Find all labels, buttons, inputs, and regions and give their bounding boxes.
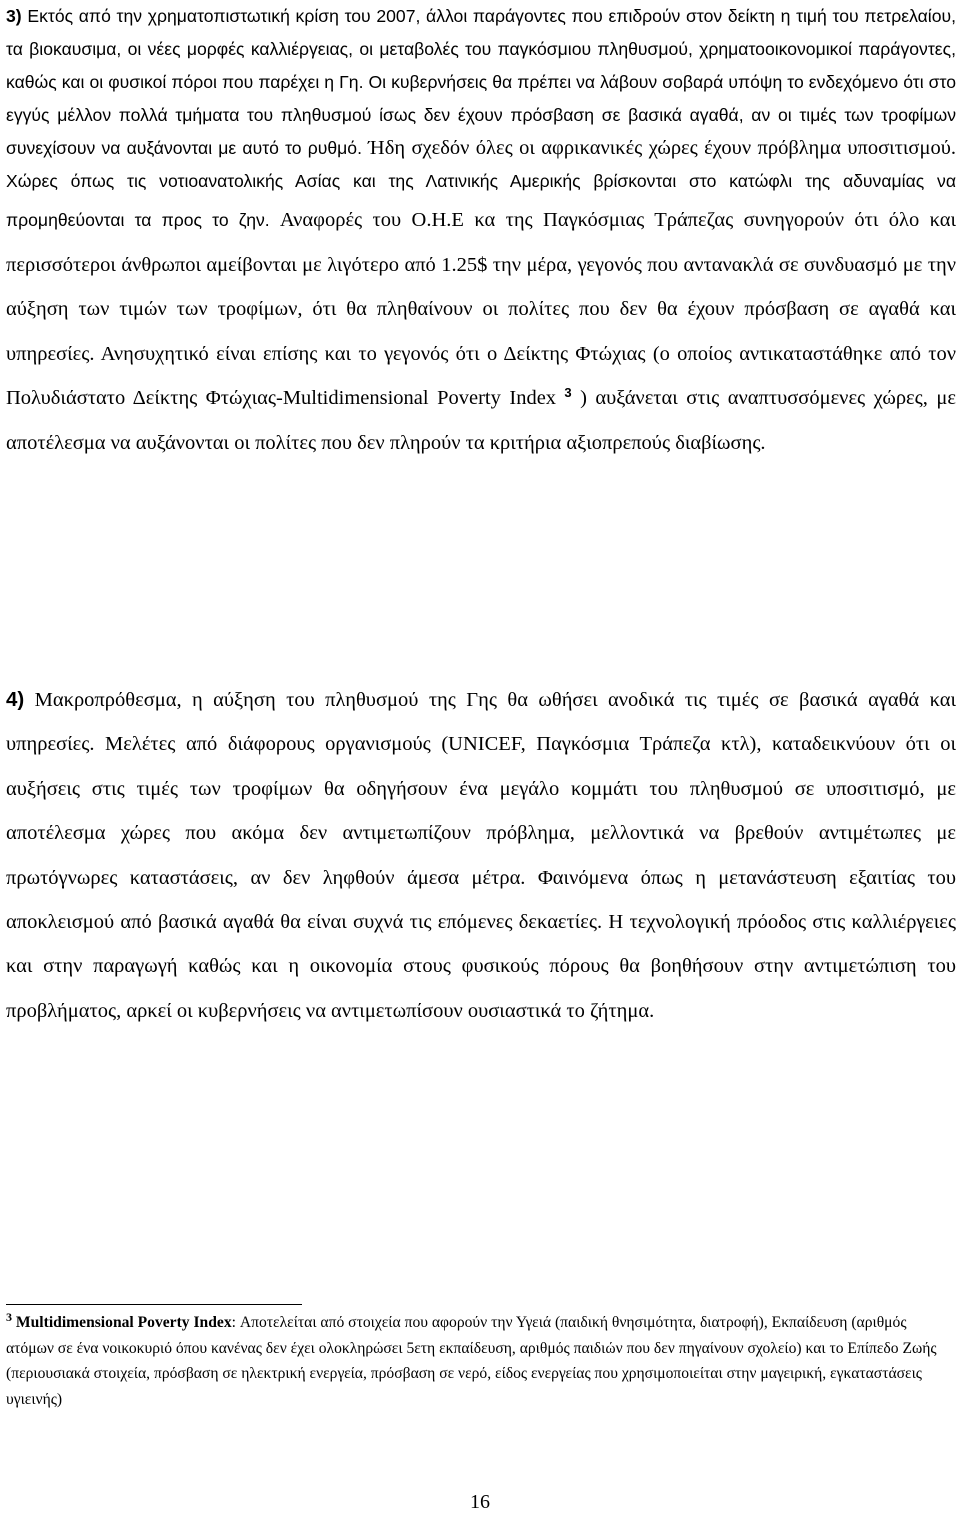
paragraph-3-text-sans-1: Εκτός από την χρηματοπιστωτική κρίση του 2007, άλλοι παράγοντες που επιδρούν στον δείκτη η τιμή του πετρελαίου, τα βιοκαυσιμα, οι νέες μορφές καλλιέργειας, οι μεταβολές του παγκόσμιου πληθυσμού, χρηματοοικονομικοί παράγοντες, καθώς και οι φυσικοί πόροι που παρέχει η Γη. Οι κυβερνήσεις θα πρέπει να λάβουν σοβαρά υπόψη το ενδεχόμενο ότι στο εγγύς μέλλον πολλά τμήματα του πληθυσμού ίσως δεν έχουν πρόσβαση σε βασικά αγαθά, αν οι τιμές των τροφίμων συνεχίσουν να αυξάνονται με αυτό το ρυθμό. bbox=[6, 6, 956, 158]
paragraph-4-text: Μακροπρόθεσμα, η αύξηση του πληθυσμού της Γης θα ωθήσει ανοδικά τις τιμές σε βασικά αγαθά και υπηρεσίες. Μελέτες από διάφορους οργανισμούς (UNICEF, Παγκόσμια Τράπεζα κτλ), καταδεικνύουν ότι οι αυξήσεις στις τιμές των τροφίμων θα οδηγήσουν ένα μεγάλο κομμάτι του πληθυσμού σε υποσιτισμό, με αποτέλεσμα χώρες που ακόμα δεν αντιμετωπίζουν πρόβλημα, μελλοντικά να βρεθούν αντιμέτωπες με πρωτόγνωρες καταστάσεις, αν δεν ληφθούν άμεσα μέτρα. Φαινόμενα όπως η μετανάστευση εξαιτίας του αποκλεισμού από βασικά αγαθά θα είναι συχνά τις επόμενες δεκαετίες. Η τεχνολογική πρόοδος στις καλλιέργειες και στην παραγωγή καθώς και η οικονομία στους φυσικούς πόρους θα βοηθήσουν στην αντιμετώπιση του προβλήματος, αρκεί οι κυβερνήσεις να αντιμετωπίσουν ουσιαστικά το ζήτημα. bbox=[6, 689, 956, 1022]
footnote bbox=[6, 1310, 954, 1412]
paragraph-3-text-serif-3: ) αυξάνεται στις αναπτυσσόμενες χώρες, με αποτέλεσμα να αυξάνονται οι πολίτες που δεν πληρούν τα κριτήρια αξιοπρεπούς διαβίωσης. bbox=[6, 387, 957, 454]
footnote-term: Multidimensional Poverty Index bbox=[15, 1314, 232, 1331]
footnote-text: : Αποτελείται από στοιχεία που αφορούν την Υγειά (παιδική θνησιμότητα, διατροφή), Εκπαίδευση (αριθμός ατόμων σε ένα νοικοκυριό όπου κανένας δεν έχει ολοκληρώσει 5ετη εκπαίδευση, αριθμός παιδιών που δεν πηγαίνουν σχολείο) και το Επίπεδο Ζωής (περιουσιακά στοιχεία, πρόσβαση σε ηλεκτρική ενεργεία, πρόσβαση σε νερό, είδος ενεργείας που χρησιμοποιείται στην μαγειρική, εγκαταστάσεις υγιεινής) bbox=[6, 1314, 937, 1408]
paragraph-3-text-serif-1: Ήδη σχεδόν όλες οι αφρικανικές χώρες έχουν πρόβλημα υποσιτισμού. bbox=[368, 137, 956, 159]
page-number: 16 bbox=[470, 1491, 490, 1513]
paragraph-3-number: 3) bbox=[6, 6, 22, 26]
paragraph-3-text-sans-2: Χώρες όπως τις νοτιοανατολικής Ασίας και της Λατινικής Αμερικής βρίσκονται στο κατώφλι της αδυναμίας να προμηθεύονται τα προς το ζην. bbox=[6, 171, 956, 230]
footnote-reference[interactable]: 3 bbox=[564, 385, 572, 401]
footnote-separator bbox=[6, 1304, 302, 1305]
paragraph-4-number: 4) bbox=[6, 688, 25, 711]
footnote-mark: 3 bbox=[6, 1309, 12, 1324]
paragraph-4 bbox=[6, 678, 956, 1033]
paragraph-3 bbox=[6, 0, 956, 465]
paragraph-3-text-serif-2: Αναφορές του Ο.Η.Ε κα της Παγκόσμιας Τράπεζας συνηγορούν ότι όλο και περισσότεροι άνθρωποι αμείβονται με λιγότερο από 1.25$ την μέρα, γεγονός που αντανακλά σε συνδυασμό με την αύξηση των τιμών των τροφίμων, ότι θα πληθαίνουν οι πολίτες που δεν θα έχουν πρόσβαση σε αγαθά και υπηρεσίες. Ανησυχητικό είναι επίσης και το γεγονός ότι ο Δείκτης Φτώχιας (ο οποίος αντικαταστάθηκε από τον Πολυδιάστατο Δείκτης Φτώχιας-Multidimensional Poverty Index bbox=[6, 209, 956, 409]
